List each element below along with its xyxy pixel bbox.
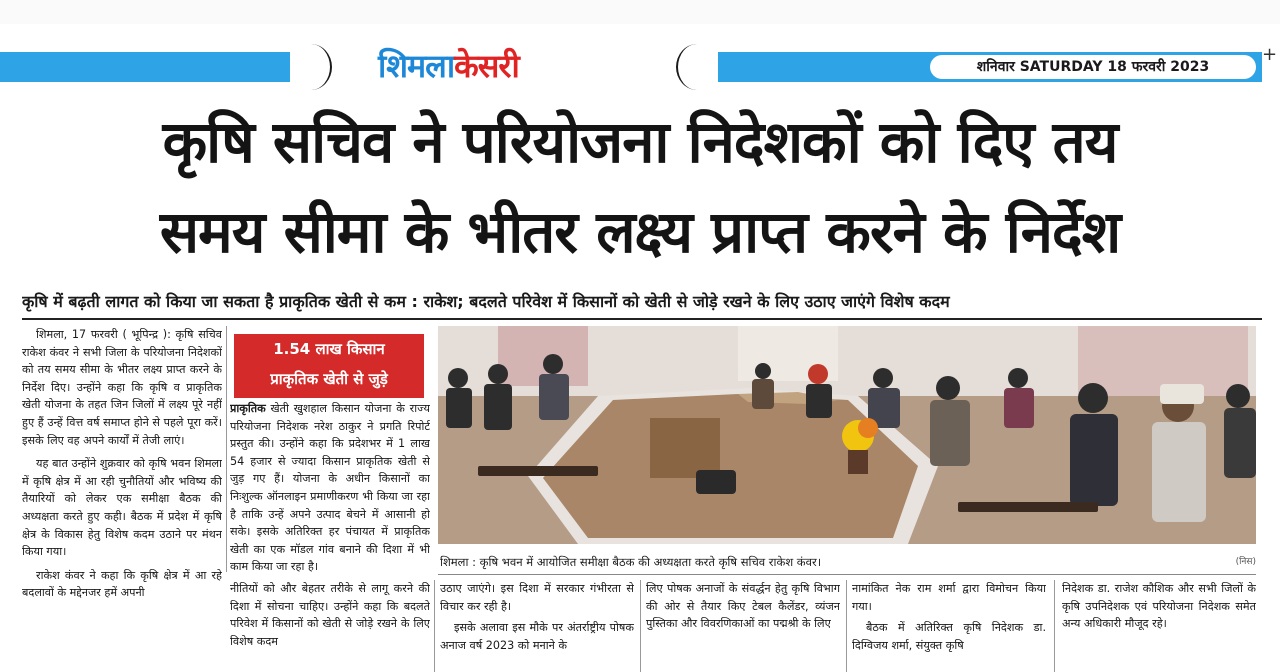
column-divider bbox=[846, 580, 847, 672]
article-paragraph: लिए पोषक अनाजों के संवर्द्धन हेतु कृषि विभाग की ओर से तैयार किए टेबल कैलेंडर, व्यंजन पुस्तिका और विवरणिकाओं का पद्मश्री के लिए bbox=[646, 582, 840, 631]
article-paragraph: निदेशक डा. राजेश कौशिक और सभी जिलों के कृषि उपनिदेशक एवं परियोजना निदेशक समेत अन्य अधिकारी मौजूद रहे। bbox=[1062, 582, 1256, 631]
column-divider bbox=[1054, 580, 1055, 672]
masthead-bar-left bbox=[0, 52, 312, 82]
subheadline: कृषि में बढ़ती लागत को किया जा सकता है प्राकृतिक खेती से कम : राकेश; बदलते परिवेश में किसानों को खेती से जोड़े रखने के लिए उठाए जाएंगे विशेष कदम bbox=[22, 292, 950, 311]
article-paragraph: नामांकित नेक राम शर्मा द्वारा विमोचन किया गया। bbox=[852, 582, 1046, 613]
logo-part-shimla: शिमला bbox=[378, 47, 455, 85]
column-divider bbox=[640, 580, 641, 672]
article-column-1 bbox=[22, 326, 222, 672]
article-column-5 bbox=[852, 580, 1046, 672]
issue-date: शनिवार SATURDAY 18 फरवरी 2023 bbox=[930, 55, 1256, 79]
article-paragraph: यह बात उन्होंने शुक्रवार को कृषि भवन शिमला में कृषि क्षेत्र में आ रही चुनौतियों और भविष्य की तैयारियों को लेकर एक समीक्षा बैठक की अध्यक्षता करते हुए कही। बैठक में प्रदेश में कृषि क्षेत्र के विकास हेतु विशेष कदम उठाने पर मंथन किया गया। bbox=[22, 457, 222, 559]
highlight-box-text bbox=[230, 400, 430, 580]
meeting-photo bbox=[438, 326, 1256, 544]
article-paragraph: राकेश कंवर ने कहा कि कृषि क्षेत्र में आ रहे बदलावों के मद्देनजर हमें अपनी bbox=[22, 568, 222, 600]
highlight-body: खेती खुशहाल किसान योजना के राज्य परियोजना निदेशक नरेश ठाकुर ने प्रगति रिपोर्ट प्रस्तुत की। उन्होंने कहा कि प्रदेशभर में 1 लाख 54 हजार से ज्यादा किसान प्राकृतिक खेती से जुड़ गए हैं। योजना के अधीन किसानों का निःशुल्क ऑनलाइन प्रमाणीकरण भी किया जा रहा है ताकि उन्हें अपने उत्पाद बेचने में आसानी हो सके। इसके अतिरिक्त हर पंचायत में प्राकृतिक खेती का एक मॉडल गांव बनाने की दिशा में भी काम किया जा रहा है। bbox=[230, 402, 430, 574]
article-column-2-bottom bbox=[230, 580, 430, 672]
meeting-photo-illustration bbox=[438, 326, 1256, 544]
article-paragraph: बैठक में अतिरिक्त कृषि निदेशक डा. दिग्विजय शर्मा, संयुक्त कृषि bbox=[852, 621, 1046, 652]
masthead-bracket-right bbox=[676, 44, 718, 90]
highlight-lead-word: प्राकृतिक bbox=[230, 402, 266, 415]
column-divider bbox=[226, 326, 227, 572]
highlight-box-title bbox=[234, 334, 424, 398]
photo-caption-row bbox=[440, 552, 1256, 572]
crosshair-icon: + bbox=[1262, 44, 1278, 65]
logo-part-kesari: केसरी bbox=[454, 47, 519, 85]
article-paragraph: नीतियों को और बेहतर तरीके से लागू करने की दिशा में सोचना चाहिए। उन्होंने कहा कि बदलते परिवेश में किसानों को खेती से जोड़े रखने के लिए विशेष कदम bbox=[230, 582, 430, 648]
headline-line-1: कृषि सचिव ने परियोजना निदेशकों को दिए तय bbox=[162, 108, 1118, 176]
newspaper-logo bbox=[378, 44, 519, 88]
article-column-3 bbox=[440, 580, 634, 672]
article-column-4 bbox=[646, 580, 840, 672]
headline-line-2: समय सीमा के भीतर लक्ष्य प्राप्त करने के निर्देश bbox=[159, 198, 1121, 266]
article-paragraph: इसके अलावा इस मौके पर अंतर्राष्ट्रीय पोषक अनाज वर्ष 2023 को मनाने के bbox=[440, 621, 634, 652]
column-divider bbox=[434, 580, 435, 672]
highlight-title-line-2: प्राकृतिक खेती से जुड़े bbox=[270, 370, 388, 388]
browser-top-strip bbox=[0, 0, 1280, 24]
highlight-title-line-1: 1.54 लाख किसान bbox=[273, 340, 385, 358]
photo-caption: शिमला : कृषि भवन में आयोजित समीक्षा बैठक की अध्यक्षता करते कृषि सचिव राकेश कंवर। bbox=[440, 555, 822, 569]
article-column-6 bbox=[1062, 580, 1256, 672]
masthead-bracket-left bbox=[290, 44, 332, 90]
photo-credit: (निस) bbox=[1235, 557, 1256, 567]
subheadline-divider bbox=[22, 318, 1262, 320]
caption-divider bbox=[438, 574, 1256, 575]
article-paragraph: शिमला, 17 फरवरी ( भूपिन्द्र ): कृषि सचिव राकेश कंवर ने सभी जिला के परियोजना निदेशकों को तय समय सीमा के भीतर लक्ष्य प्राप्त करने के निर्देश दिए। उन्होंने कहा कि कृषि व प्राकृतिक खेती योजना के तहत जिन जिलों में लक्ष्य पूरे नहीं हुए हैं उन्हें वित्त वर्ष समाप्त होने से पहले पूरा करें। इसके लिए वह अपने कार्यों में तेजी लाएं। bbox=[22, 328, 222, 447]
article-paragraph: उठाए जाएंगे। इस दिशा में सरकार गंभीरता से विचार कर रही है। bbox=[440, 582, 634, 613]
